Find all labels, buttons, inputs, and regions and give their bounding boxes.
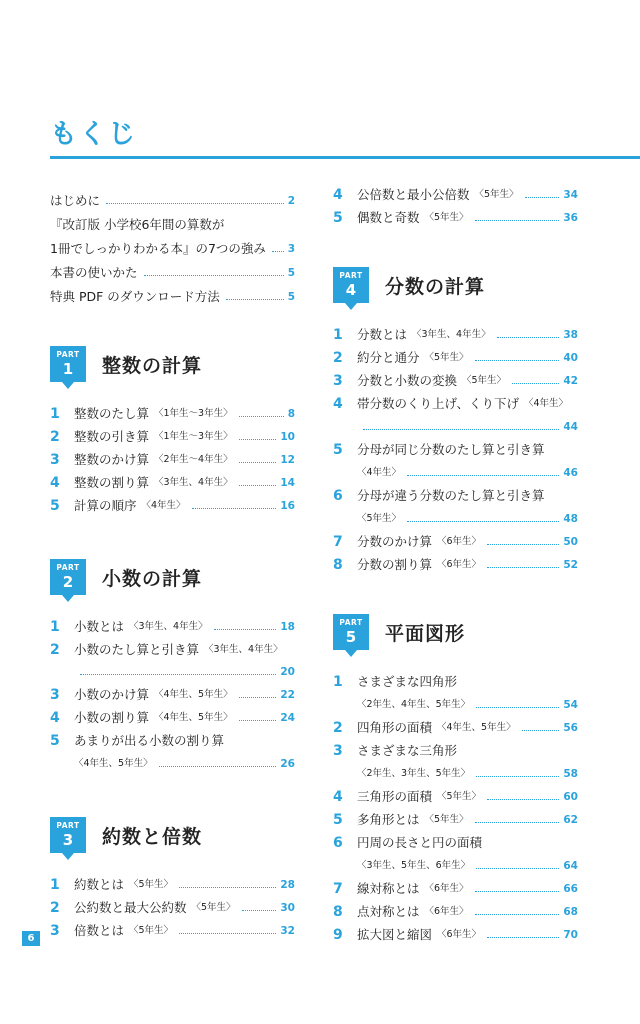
item-number: 3 (50, 687, 60, 703)
toc-intro-text: 『改訂版 小学校6年間の算数が (50, 217, 225, 232)
item-title: 小数のたし算と引き算 (74, 642, 200, 657)
item-title: 整数の引き算 (74, 429, 150, 444)
item-grade: 〈6年生〉 (424, 883, 469, 894)
toc-page-number: 36 (563, 212, 578, 224)
item-grade: 〈1年生〜3年生〉 (154, 408, 233, 419)
part-badge (333, 614, 369, 650)
leader-dots (226, 299, 284, 300)
item-number: 5 (333, 210, 343, 226)
item-number: 2 (333, 350, 343, 366)
part-label: PART (56, 350, 80, 359)
toc-item[interactable] (50, 636, 295, 659)
part-heading[interactable] (333, 604, 578, 660)
toc-item-continued[interactable] (333, 505, 578, 528)
leader-dots (214, 629, 277, 630)
item-grade: 〈6年生〉 (437, 929, 482, 940)
item-title: 分数の割り算 (357, 557, 433, 572)
part-badge (50, 346, 86, 382)
item-title: 倍数とは (74, 923, 125, 938)
item-title: 約数とは (74, 877, 125, 892)
item-number: 5 (50, 498, 60, 514)
toc-page-number: 16 (280, 500, 295, 512)
leader-dots (239, 485, 277, 486)
item-number: 6 (333, 488, 343, 504)
part-number: 5 (345, 628, 357, 646)
toc-page-number: 26 (280, 758, 295, 770)
toc-page-number: 32 (280, 925, 295, 937)
item-number: 6 (333, 835, 343, 851)
toc-page-number: 5 (287, 267, 295, 279)
leader-dots (475, 220, 560, 221)
item-number: 4 (333, 396, 343, 412)
item-grade: 〈5年生〉 (424, 352, 469, 363)
toc-item[interactable] (333, 737, 578, 760)
item-number: 1 (50, 619, 60, 635)
leader-dots (272, 251, 284, 252)
toc-item-continued[interactable] (333, 760, 578, 783)
item-title: 多角形とは (357, 812, 420, 827)
item-number: 3 (333, 373, 343, 389)
item-title: 拡大図と縮図 (357, 927, 433, 942)
item-title: 公倍数と最小公倍数 (357, 187, 470, 202)
toc-item[interactable] (50, 871, 295, 894)
leader-dots (476, 707, 559, 708)
toc-intro-text: 1冊でしっかりわかる本』の7つの強み (50, 241, 266, 256)
item-title: さまざまな三角形 (357, 743, 458, 758)
toc-item[interactable] (333, 367, 578, 390)
item-grade: 〈5年生〉 (424, 212, 469, 223)
toc-item[interactable] (50, 469, 295, 492)
item-grade: 〈2年生〜4年生〉 (154, 454, 233, 465)
leader-dots (239, 462, 277, 463)
page-number-badge: 6 (22, 931, 40, 946)
leader-dots (522, 730, 560, 731)
toc-item[interactable] (50, 727, 295, 750)
leader-dots (179, 933, 276, 934)
toc-item[interactable] (333, 390, 578, 413)
toc-item[interactable] (333, 482, 578, 505)
part-heading[interactable] (50, 549, 295, 605)
leader-dots (192, 508, 277, 509)
leader-dots (512, 383, 559, 384)
toc-page-number: 62 (563, 814, 578, 826)
toc-item[interactable] (333, 806, 578, 829)
toc-item[interactable] (333, 181, 578, 204)
toc-intro-text: 本書の使いかた (50, 265, 138, 280)
leader-dots (475, 822, 560, 823)
item-title: 円周の長さと円の面積 (357, 835, 483, 850)
toc-page-number: 56 (563, 722, 578, 734)
item-grade: 〈4年生、5年生〉 (74, 758, 153, 769)
toc-page-number: 38 (563, 329, 578, 341)
part-title: 平面図形 (385, 622, 466, 645)
toc-item[interactable] (333, 783, 578, 806)
leader-dots (525, 197, 560, 198)
part-title: 約数と倍数 (102, 825, 203, 848)
toc-item[interactable] (333, 436, 578, 459)
item-number: 8 (333, 904, 343, 920)
toc-page-number: 42 (563, 375, 578, 387)
toc-page-number: 48 (563, 513, 578, 525)
toc-page-number: 30 (280, 902, 295, 914)
item-grade: 〈1年生〜3年生〉 (154, 431, 233, 442)
item-grade: 〈5年生〉 (191, 902, 236, 913)
item-grade: 〈5年生〉 (424, 814, 469, 825)
toc-item[interactable] (333, 829, 578, 852)
toc-page-number: 5 (287, 291, 295, 303)
leader-dots (179, 887, 276, 888)
leader-dots (487, 544, 559, 545)
item-grade: 〈4年生〉 (524, 398, 569, 409)
item-grade: 〈3年生、4年生〉 (154, 477, 233, 488)
toc-item[interactable] (333, 344, 578, 367)
toc-page-number: 2 (287, 195, 295, 207)
item-grade: 〈6年生〉 (424, 906, 469, 917)
item-number: 4 (333, 789, 343, 805)
leader-dots (239, 720, 277, 721)
leader-dots (487, 567, 559, 568)
part-title: 分数の計算 (385, 275, 486, 298)
item-title: さまざまな四角形 (357, 674, 458, 689)
leader-dots (242, 910, 277, 911)
item-number: 1 (50, 406, 60, 422)
item-number: 5 (333, 442, 343, 458)
part-label: PART (56, 821, 80, 830)
item-title: 分母が違う分数のたし算と引き算 (357, 488, 545, 503)
item-grade: 〈4年生〉 (141, 500, 186, 511)
item-grade: 〈6年生〉 (437, 559, 482, 570)
toc-item[interactable] (333, 551, 578, 574)
toc-page-number: 52 (563, 559, 578, 571)
part-heading[interactable] (50, 336, 295, 392)
toc-item[interactable] (50, 704, 295, 727)
item-number: 2 (50, 429, 60, 445)
item-title: 整数の割り算 (74, 475, 150, 490)
toc-item[interactable] (333, 898, 578, 921)
item-grade: 〈4年生、5年生〉 (437, 722, 516, 733)
item-grade: 〈5年生〉 (462, 375, 507, 386)
item-number: 5 (50, 733, 60, 749)
toc-item[interactable] (333, 528, 578, 551)
toc-intro-item[interactable] (50, 210, 295, 234)
toc-page-number: 60 (563, 791, 578, 803)
toc-item[interactable] (50, 894, 295, 917)
leader-dots (159, 766, 277, 767)
leader-dots (239, 439, 277, 440)
toc-page-number: 40 (563, 352, 578, 364)
item-grade: 〈2年生、4年生、5年生〉 (357, 699, 471, 710)
item-title: 小数の割り算 (74, 710, 150, 725)
item-number: 1 (333, 327, 343, 343)
part-title: 整数の計算 (102, 354, 203, 377)
toc-intro-text: はじめに (50, 193, 101, 208)
toc-item[interactable] (50, 400, 295, 423)
item-title: 小数のかけ算 (74, 687, 150, 702)
leader-dots (487, 937, 559, 938)
toc-item-continued[interactable] (333, 852, 578, 875)
part-badge (50, 817, 86, 853)
item-grade: 〈4年生、5年生〉 (154, 712, 233, 723)
toc-item-continued[interactable] (333, 459, 578, 482)
toc-page-number: 44 (563, 421, 578, 433)
toc-page-number: 70 (563, 929, 578, 941)
item-title: 分母が同じ分数のたし算と引き算 (357, 442, 545, 457)
item-title: 点対称とは (357, 904, 420, 919)
item-number: 4 (50, 475, 60, 491)
page-title: もくじ (50, 119, 137, 150)
item-title: 線対称とは (357, 881, 420, 896)
part-label: PART (339, 271, 363, 280)
part-number: 4 (345, 281, 357, 299)
toc-item[interactable] (50, 446, 295, 469)
part-badge (50, 559, 86, 595)
part-number: 2 (62, 573, 74, 591)
toc-page-number: 20 (280, 666, 295, 678)
leader-dots (239, 416, 284, 417)
item-title: 計算の順序 (74, 498, 137, 513)
toc-intro-text: 特典 PDF のダウンロード方法 (50, 289, 220, 304)
toc-item[interactable] (333, 875, 578, 898)
part-heading[interactable] (333, 257, 578, 313)
item-grade: 〈5年生〉 (437, 791, 482, 802)
toc-page-number: 28 (280, 879, 295, 891)
toc-intro-item[interactable] (50, 186, 295, 210)
item-grade: 〈5年生〉 (129, 925, 174, 936)
item-grade: 〈5年生〉 (357, 513, 402, 524)
leader-dots (106, 203, 284, 204)
toc-page-number: 58 (563, 768, 578, 780)
leader-dots (239, 697, 277, 698)
item-number: 2 (333, 720, 343, 736)
item-number: 7 (333, 534, 343, 550)
item-grade: 〈4年生、5年生〉 (154, 689, 233, 700)
leader-dots (80, 674, 276, 675)
item-grade: 〈3年生、4年生〉 (412, 329, 491, 340)
toc-page-number: 12 (280, 454, 295, 466)
toc-page-number: 18 (280, 621, 295, 633)
item-number: 4 (50, 710, 60, 726)
leader-dots (476, 776, 559, 777)
item-title: 四角形の面積 (357, 720, 433, 735)
toc-item-continued[interactable] (333, 413, 578, 436)
toc-page-number: 10 (280, 431, 295, 443)
part-badge (333, 267, 369, 303)
item-number: 2 (50, 900, 60, 916)
toc-item-continued[interactable] (50, 750, 295, 773)
toc-item[interactable] (333, 714, 578, 737)
leader-dots (363, 429, 559, 430)
toc-item[interactable] (50, 613, 295, 636)
item-grade: 〈3年生、4年生〉 (129, 621, 208, 632)
item-number: 3 (50, 452, 60, 468)
toc-item-continued[interactable] (333, 691, 578, 714)
item-grade: 〈3年生、5年生、6年生〉 (357, 860, 471, 871)
toc-intro-item[interactable] (50, 258, 295, 282)
item-title: 分数のかけ算 (357, 534, 433, 549)
item-number: 2 (50, 642, 60, 658)
toc-intro-item[interactable] (50, 234, 295, 258)
item-title: あまりが出る小数の割り算 (74, 733, 225, 748)
item-grade: 〈2年生、3年生、5年生〉 (357, 768, 471, 779)
part-number: 1 (62, 360, 74, 378)
item-number: 7 (333, 881, 343, 897)
toc-page-number: 66 (563, 883, 578, 895)
item-title: 小数とは (74, 619, 125, 634)
item-grade: 〈5年生〉 (129, 879, 174, 890)
toc-page-number: 22 (280, 689, 295, 701)
toc-item[interactable] (333, 668, 578, 691)
item-title: 整数のたし算 (74, 406, 150, 421)
item-number: 4 (333, 187, 343, 203)
item-number: 5 (333, 812, 343, 828)
toc-page-number: 8 (287, 408, 295, 420)
leader-dots (487, 799, 559, 800)
item-title: 三角形の面積 (357, 789, 433, 804)
item-title: 公約数と最大公約数 (74, 900, 187, 915)
leader-dots (475, 891, 560, 892)
toc-page-number: 64 (563, 860, 578, 872)
title-rule (50, 156, 640, 159)
part-title: 小数の計算 (102, 567, 203, 590)
leader-dots (407, 475, 559, 476)
leader-dots (475, 914, 560, 915)
toc-page-number: 34 (563, 189, 578, 201)
leader-dots (497, 337, 560, 338)
toc-page-number: 3 (287, 243, 295, 255)
toc-item[interactable] (50, 681, 295, 704)
item-grade: 〈4年生〉 (357, 467, 402, 478)
toc-item[interactable] (333, 921, 578, 944)
toc-left-column (50, 186, 295, 940)
part-label: PART (56, 563, 80, 572)
item-number: 1 (50, 877, 60, 893)
toc-item[interactable] (333, 204, 578, 227)
toc-page-number: 54 (563, 699, 578, 711)
item-title: 偶数と奇数 (357, 210, 420, 225)
part-label: PART (339, 618, 363, 627)
item-title: 約分と通分 (357, 350, 420, 365)
item-grade: 〈3年生、4年生〉 (204, 644, 283, 655)
leader-dots (144, 275, 284, 276)
item-title: 分数と小数の変換 (357, 373, 458, 388)
item-number: 8 (333, 557, 343, 573)
toc-page-number: 50 (563, 536, 578, 548)
toc-item-continued[interactable] (50, 659, 295, 681)
leader-dots (407, 521, 559, 522)
toc-page-number: 14 (280, 477, 295, 489)
item-grade: 〈5年生〉 (474, 189, 519, 200)
toc-item[interactable] (50, 917, 295, 940)
item-title: 分数とは (357, 327, 408, 342)
leader-dots (476, 868, 559, 869)
item-number: 1 (333, 674, 343, 690)
toc-page-number: 24 (280, 712, 295, 724)
item-number: 3 (333, 743, 343, 759)
part-heading[interactable] (50, 807, 295, 863)
item-grade: 〈6年生〉 (437, 536, 482, 547)
toc-right-column (333, 181, 578, 944)
toc-page-number: 46 (563, 467, 578, 479)
item-number: 9 (333, 927, 343, 943)
part-number: 3 (62, 831, 74, 849)
toc-item[interactable] (50, 492, 295, 515)
item-title: 整数のかけ算 (74, 452, 150, 467)
toc-item[interactable] (50, 423, 295, 446)
toc-page-number: 68 (563, 906, 578, 918)
item-number: 3 (50, 923, 60, 939)
leader-dots (475, 360, 560, 361)
item-title: 帯分数のくり上げ、くり下げ (357, 396, 520, 411)
toc-item[interactable] (333, 321, 578, 344)
toc-intro-item[interactable] (50, 282, 295, 306)
